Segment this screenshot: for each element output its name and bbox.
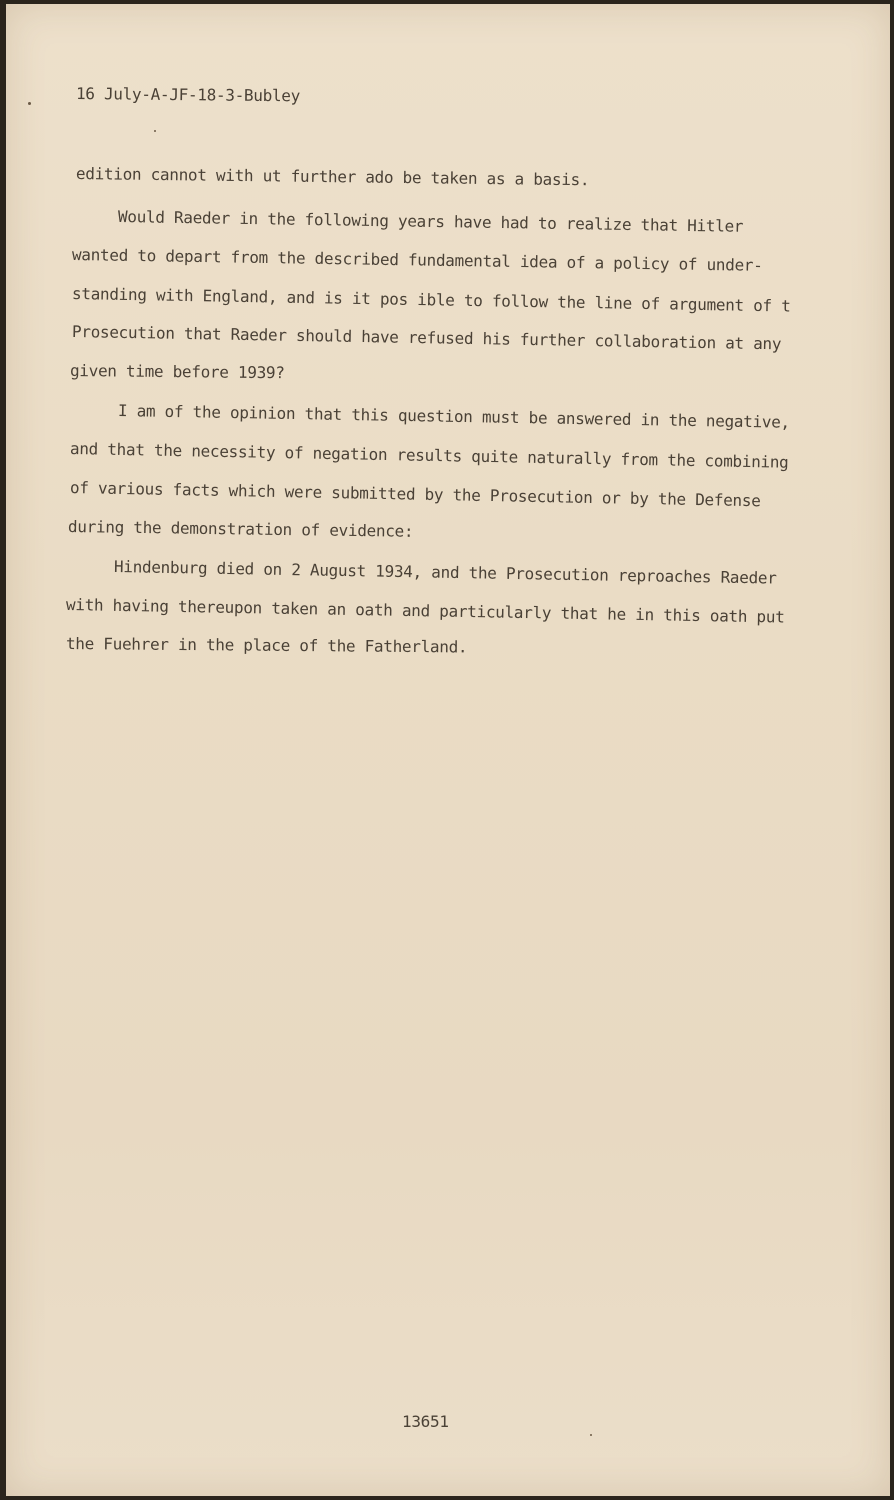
- document-header: 16 July-A-JF-18-3-Bubley: [75, 84, 301, 106]
- paper-speck: [590, 1434, 592, 1436]
- text-line-9: of various facts which were submitted by the Prosecution or by the Defense: [69, 478, 761, 511]
- page-number: 13651: [402, 1412, 449, 1431]
- text-line-13: the Fuehrer in the place of the Fatherland.: [65, 634, 468, 657]
- text-line-4: standing with England, and is it pos ible to follow the line of argument of t: [71, 284, 791, 316]
- text-line-3: wanted to depart from the described fundamental idea of a policy of under-: [71, 245, 763, 275]
- text-line-7: I am of the opinion that this question must be answered in the negative,: [117, 401, 791, 432]
- text-line-1: edition cannot with ut further ado be taken as a basis.: [75, 164, 590, 190]
- paper-speck: [154, 130, 156, 132]
- text-line-6: given time before 1939?: [69, 361, 285, 383]
- text-line-12: with having thereupon taken an oath and particularly that he in this oath put: [65, 595, 785, 627]
- paper-speck: [28, 102, 31, 105]
- text-line-5: Prosecution that Raeder should have refused his further collaboration at any: [71, 322, 782, 354]
- document-page: [6, 4, 890, 1496]
- text-line-10: during the demonstration of evidence:: [67, 517, 414, 541]
- text-line-8: and that the necessity of negation results quite naturally from the combining: [69, 439, 789, 472]
- text-line-11: Hindenburg died on 2 August 1934, and the Prosecution reproaches Raeder: [113, 557, 777, 588]
- text-line-2: Would Raeder in the following years have had to realize that Hitler: [117, 207, 744, 236]
